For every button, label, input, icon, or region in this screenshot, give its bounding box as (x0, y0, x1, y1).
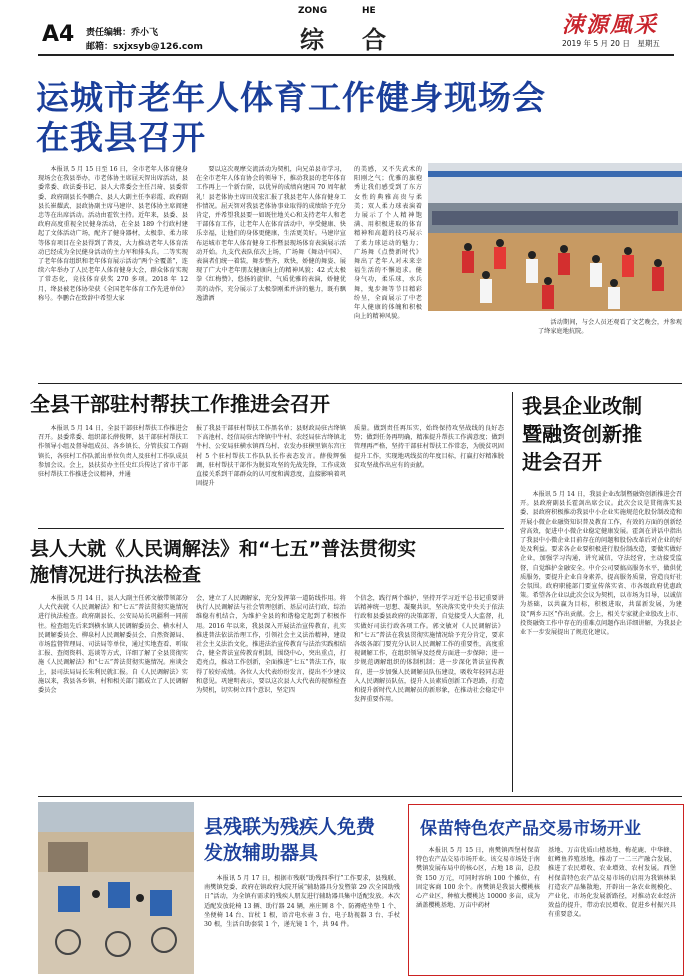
lead-story-col1: 本报讯 5 月 15 日至 16 日，全市老年人体育健身现场会在我县举办，市老体协主席屈天智出席活动，县委常委、政法委书记、县人大常委会主任吕琦、县委常委、政府副县长李鹏合、县人大副主任李彩霞、政府副县长崔耀武、县政协副主席马建岸、县老体协主席阎建忠等在出席活动。活动由霍钦主持。近年来，县委、县政府高度重视全民健身活动，在全县 189 个行政村建起了文体活动广场，配齐了健身器材，太极拳、柔力球等体育项目在全县得到了普及，大力推动老年人体育活动已经成为全民健身活动的主力军和排头兵。二等实现了老年体育组织和老年体育展示活动“两个全覆盖”，连续六年举办了人民老年人体育健身大会，群众体育实现了常态化，竞技体育获奖 270 多项。2018 年 12 月，绛县被老体协荣获《全国老年体育工作先进单位》称号。李鹏合在致辞中希望大家 (38, 166, 188, 302)
editor-label: 责任编辑：乔小飞 (86, 28, 159, 38)
paper-name-logo: 涑源風采 (562, 12, 659, 38)
story2-col1: 本报讯 5 月 14 日，全县干部驻村帮扶工作推进会召开。县委常委、组织部长薛俊辉，县干部驻村帮扶工作领导小组及督导组成员、各乡镇长、分管扶贫工作副镇长，各驻村工作队派出单位负责人及驻村工作队成员参加会议。会上，县扶贫办主任史红兵传达了省市干部驻村帮扶工作推进会议精神，并通 (38, 425, 188, 479)
story5-body: 本报讯 5 月 17 日，根据市残联“助残四季行”工作要求，县残联、南樊镇党委、政府在镇政府大院开展“辅助器具分发暨第 29 次全国助残日”活动，为全镇有需求的残疾人朋友进行辅助器具集中适配发放。本次适配发放轮椅 13 辆、助行器 24 辆，座庄厕 8 个、防褥疮坐垫 1 个、坐便椅 14 台、盲杖 1 根，语音电水壶 3 台、电子助视器 3 台、手杖 30 根，生活自助套装 1 个，递光镜 1 个，共 94 件。 (204, 875, 400, 929)
story6-col2: 基地、万亩优质山楂基地、梅花鹿、中华蜂、虹鳟鱼养殖基地，推动了一二三产融合发展，推进了农民增收、农业增效、农村发展。西堡村保苗特色农产品交易市场的启用为我镇林果打造农产品集散地，开辟出一条农业规模化、产业化、市场化发展新路径，对推动农业经济效益的提升，带动农民增收、促进乡村振兴具有重要意义。 (548, 847, 676, 919)
story3-headline-line2: 暨融资创新推 (522, 422, 642, 446)
lead-story-col2: 要以这次观摩交流活动为契机，向兄弟县市学习，在全市老年人体育协会的领导下，推动我县的老年体育工作再上一个新台阶，以优异的成绩向建国 70 周年献礼！县老体协主席田茂宏汇报了我县老年人体育健身工作情况。屈天智对我县老体协事业取得的成绩给予充分肯定，并希望我县要一如既往地关心和支持老年人和老干部体育工作，让老年人在体育活动中，享受健康、快乐幸福，让他们的身体更健康，生活更美好。马建岸宣布运城市老年人体育健身工作暨县现场体育表演展示活动开始。九支代表队依次上场，广场舞《舞动中国》、表演者们统一着装，舞步整齐，欢快，娇健的舞姿、展现了广大中老年朋友健康向上的精神风貌；42 式太极拳《红梅赞》，悠扬的旋律、气质优雅的表演，娇健优美的动作，充分展示了太极拳刚柔并济的魅力，既有飘逸潇洒 (196, 166, 346, 302)
story6-col1: 本报讯 5 月 15 日，南樊镇西堡村保苗特色农产品交易市场开业。该交易市场处于南樊镇发展布局中的核心区，占地 18 亩，总投资 150 万元，可同时容纳 100 个摊位，有固定客商 100 余个。南樊镇是我县大樱桃核心产业区，种植大樱桃达 10000 多亩，成为涵盖樱桃基地、万亩中药材 (416, 847, 540, 910)
story4-col2: 会，建立了人民调解家，充分发挥第一道防线作用。将执行人民调解法与社会管理创新、基层司法行政、综治维稳有机结合，为维护全县的和谐稳定起到了积极作用。2016 年以来，我县深入开展法治宣传教育，扎实推进普法依法治理工作，引领社会主义法治精神，建设社会主义法治文化，推进法治宣传教育与法治实践相结合，健全普法宣传教育机制，围绕中心，突出重点，打造亮点，推动工作创新，全面推进“七五”普法工作，取得了较好成绩。各位人大代表纷纷发言，提出不少建议和意见。巩建明表示，要以这次县人大代表的视察检查为契机，切实树立四个意识，坚定四 (196, 595, 346, 695)
lead-photo-caption: 活动期间，与会人员还观看了文艺晚会，并参观了绛家庭地抗院。 (538, 319, 682, 336)
story4-col3: 个信念，践行两个维护，坚持开学习近平总书记重要讲话精神统一思想、凝聚共识，坚决落实党中央关于依法行政和县委县政府的决策部署，自觉接受人大监督，扎实做好司法行政各项工作。郭文敏对《人民调解法》和“七五”普法在我县贯彻实施情况给予充分肯定，要求各级各部门要充分认识人民调解工作的重要性，高度重视调解工作，在组织领导及经费方面进一步保障；进一步规范调解组织的体制机制；进一步深化普法宣传教育，进一步加强人民调解员队伍建设，吸收年轻同志进入人民调解员队伍，提升人员素质创新工作思路，打造和提升新时代人民调解员的新形象，在推动社会稳定中发挥重要作用。 (354, 595, 504, 704)
story2-col3: 质量。做到责任再压实，始终保持攻坚战线的良好态势；做到任务再明确，精准提升帮扶工作满意度；做到管理再严格，坚持干部驻村帮扶工作常态，为脱贫巩固提升工作，实现地巩线贫的年度目标，打赢打好精准脱贫攻坚战作出应有的贡献。 (354, 425, 504, 469)
section-pinyin-1: ZONG (298, 6, 328, 16)
divider-1 (38, 383, 682, 384)
section-title-1: 综 (300, 25, 324, 54)
masthead-rule (38, 54, 674, 56)
story4-headline-line2: 施情况进行执法检查 (30, 564, 202, 586)
column-divider (512, 392, 513, 792)
story3-headline-line3: 进会召开 (522, 450, 602, 474)
page-number: A4 (42, 22, 75, 47)
masthead (0, 0, 700, 52)
assistive-devices-illustration (38, 802, 194, 974)
story3-headline-line1: 我县企业改制 (522, 394, 642, 418)
divider-3 (38, 796, 682, 797)
email-label: 邮箱：sxjxsyb@126.com (86, 42, 203, 52)
story5-headline-line2: 发放辅助器具 (204, 842, 319, 864)
story5-headline-line1: 县残联为残疾人免费 (204, 816, 376, 838)
gym-dance-illustration (428, 163, 682, 311)
lead-photo (428, 163, 682, 311)
story2-headline: 全县干部驻村帮扶工作推进会召开 (30, 392, 330, 416)
section-title-2: 合 (362, 25, 386, 54)
story4-headline-line1: 县人大就《人民调解法》和“七五”普法贯彻实 (30, 538, 416, 560)
issue-date: 2019 年 5 月 20 日 星期五 (562, 39, 660, 48)
lead-story-col3: 的美感，又不失武术的阳刚之气；优雅的旗袍秀让我们感受到了东方女性的典雅高贵与柔美；双人柔力球表演着力展示了个人精神饱满、用积极进取的体育精神和高超的技巧展示了柔力球运动的魅力；广场舞《点赞新时代》舞出了老年人对未来幸福生活的不懈追求。健身气功，柔乐球，水兵舞，鬼步舞等节目精彩纷呈，全面展示了中老年人健康的体魄和积极向上的精神风貌。 (354, 166, 422, 321)
section-pinyin-2: HE (362, 6, 376, 16)
story4-col1: 本报讯 5 月 14 日，县人大副主任郭文敏带领部分人大代表就《人民调解法》和“七五”普法贯彻实施情况进行执法检查。政府副县长、公安局局长巩疆利一同前往。检查组先后来到横水镇人民调解委员会、横水村人民调解委员会、柳泉村人民调解委员会、自然资源局、市场监督管理局、司法局等单位，通过实地查看、听取汇报、查阅资料、巡谈等方式，详细了解了全县贯彻实施《人民调解法》和“七五”普法贯彻实施情况。座谈会上，县司法局局长朱利民就汇报。自《人民调解法》实施以来，我县各乡镇、村和相关部门都成立了人民调解委员会 (38, 595, 188, 695)
story3-body: 本报讯 5 月 14 日，我县企业改制暨融资创新推进会召开。县政府副县长霍剑出席会议。此次会议是贯彻落实县委、县政府积极推动我县中小企业实施规范化股份制改造和开展小微企业融资知识普及教育工作，有效的方面的创新经营高效，促进中小微企业稳定健康发展。霍剑在讲话中指出了我县中小微企业目前存在的问题和股份改革后对企业的好处及利益。要求各企业要积极进行股份制改造，要做实做好企业，加强学习沟通，讲究诚信，守法经营，主动接受监督，自觉维护金融安全。中介公司要搞高服务水平，做供优质服务，要提升企业自身素养，提高服务质量，营造良好社会氛围。政府职能部门要宣传落实省、市各级政府优惠政策。希望各企业以此次会议为契机，以市场为目导，以诚信为基础，以共赢为目标，积极进取，共谋新发展，为建设“两乡五区”作出贡献。会上，相关专家就企业股改上市、投资融资工作中存在的重难点问题作出详细讲解，为我县企业下一步发展提出了规范化建议。 (520, 491, 682, 637)
lead-headline-line2: 在我县召开 (36, 118, 206, 157)
lead-headline-line1: 运城市老年人体育工作健身现场会 (36, 78, 546, 117)
story6-headline: 保苗特色农产品交易市场开业 (420, 819, 641, 839)
divider-2 (38, 528, 504, 529)
story5-photo (38, 802, 194, 974)
story2-col2: 报了我县干部驻村帮扶工作黑名单；县财政局驻古绛镇下高池村、经信局驻古绛镇中牛村、农经局驻古绛镇北牛村、公安局驻横水镇西乌村、农发办驻横里镇东宫庄村 5 个驻村帮扶工作队队长作表态发言。薛俊辉强调，驻村帮扶干部作为脱贫攻坚的先战先锋，工作成效直接关系到干部群众的认可度和满意度，直接影响着巩固提升 (196, 425, 346, 488)
